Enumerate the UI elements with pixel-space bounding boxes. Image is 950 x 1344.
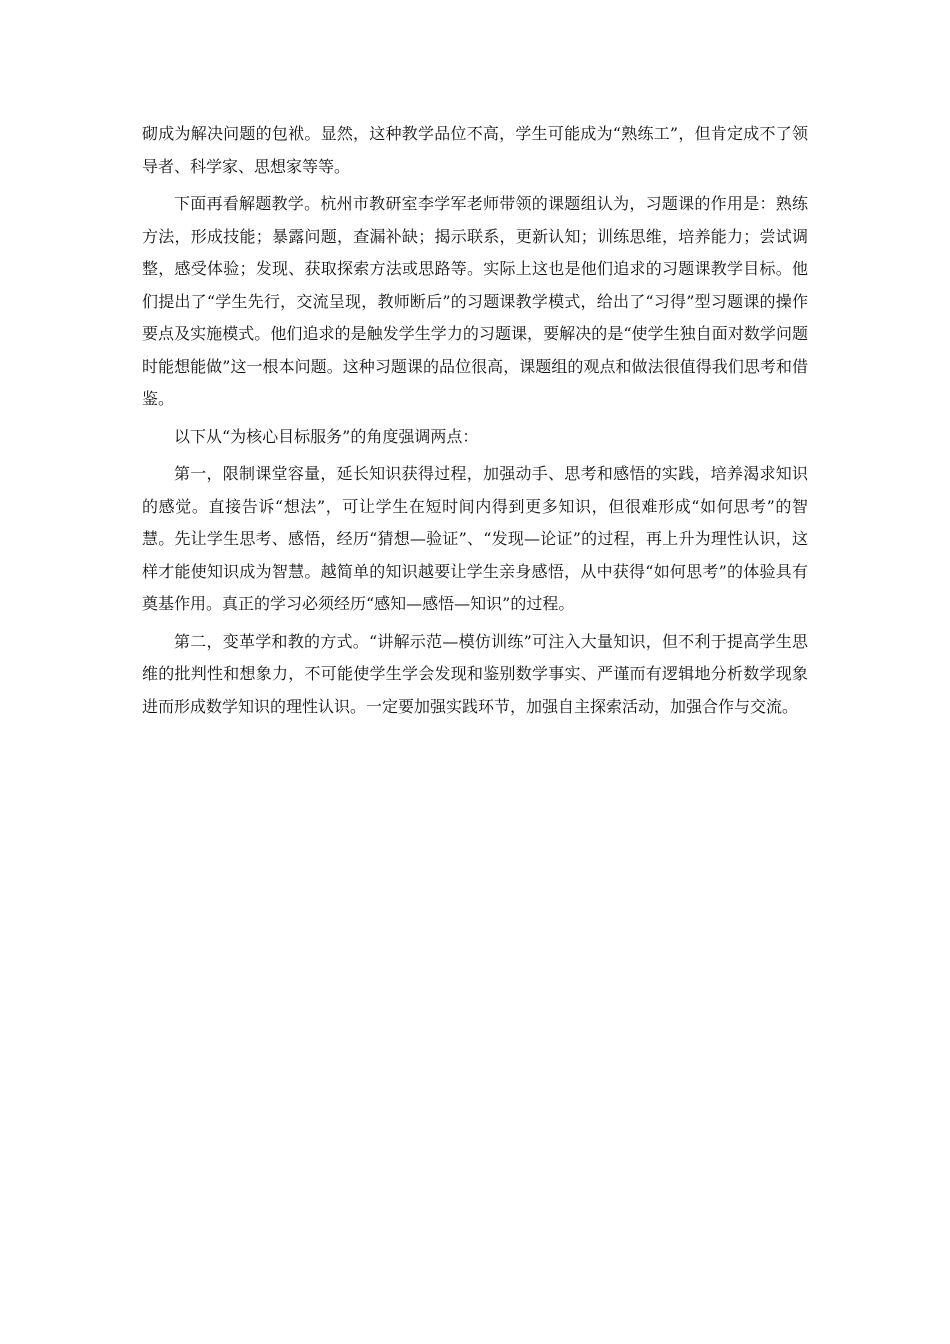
paragraph-continuation: 砌成为解决问题的包袱。显然，这种教学品位不高，学生可能成为“熟练工”，但肯定成不了领导者、科学家、思想家等等。 — [142, 124, 808, 176]
paragraph-point-two: 第二，变革学和教的方式。“讲解示范—模仿训练”可注入大量知识，但不利于提高学生思维的批判性和想象力，不可能使学生学会发现和鉴别数学事实、严谨而有逻辑地分析数学现象进而形成数学知识的理性认识。一定要加强实践环节，加强自主探索活动，加强合作与交流。 — [142, 631, 808, 716]
paragraph-two-points-intro: 以下从“为核心目标服务”的角度强调两点： — [174, 426, 479, 446]
document-body — [142, 118, 808, 728]
paragraph-point-one: 第一，限制课堂容量，延长知识获得过程，加强动手、思考和感悟的实践，培养渴求知识的感觉。直接告诉“想法”，可让学生在短时间内得到更多知识，但很难形成“如何思考”的智慧。先让学生思考、感悟，经历“猜想—验证”、“发现—论证”的过程，再上升为理性认识，这样才能使知识成为智慧。越简单的知识越要让学生亲身感悟，从中获得“如何思考”的体验具有奠基作用。真正的学习必须经历“感知—感悟—知识”的过程。 — [142, 464, 808, 613]
paragraph-problem-solving-teaching: 下面再看解题教学。杭州市教研室李学军老师带领的课题组认为，习题课的作用是：熟练方法，形成技能；暴露问题，查漏补缺；揭示联系，更新认知；训练思维，培养能力；尝试调整，感受体验；发现、获取探索方法或思路等。实际上这也是他们追求的习题课教学目标。他们提出了“学生先行，交流呈现，教师断后”的习题课教学模式，给出了“习得”型习题课的操作要点及实施模式。他们追求的是触发学生学力的习题课，要解决的是“使学生独自面对数学问题时能想能做”这一根本问题。这种习题课的品位很高，课题组的观点和做法很值得我们思考和借鉴。 — [142, 194, 808, 408]
